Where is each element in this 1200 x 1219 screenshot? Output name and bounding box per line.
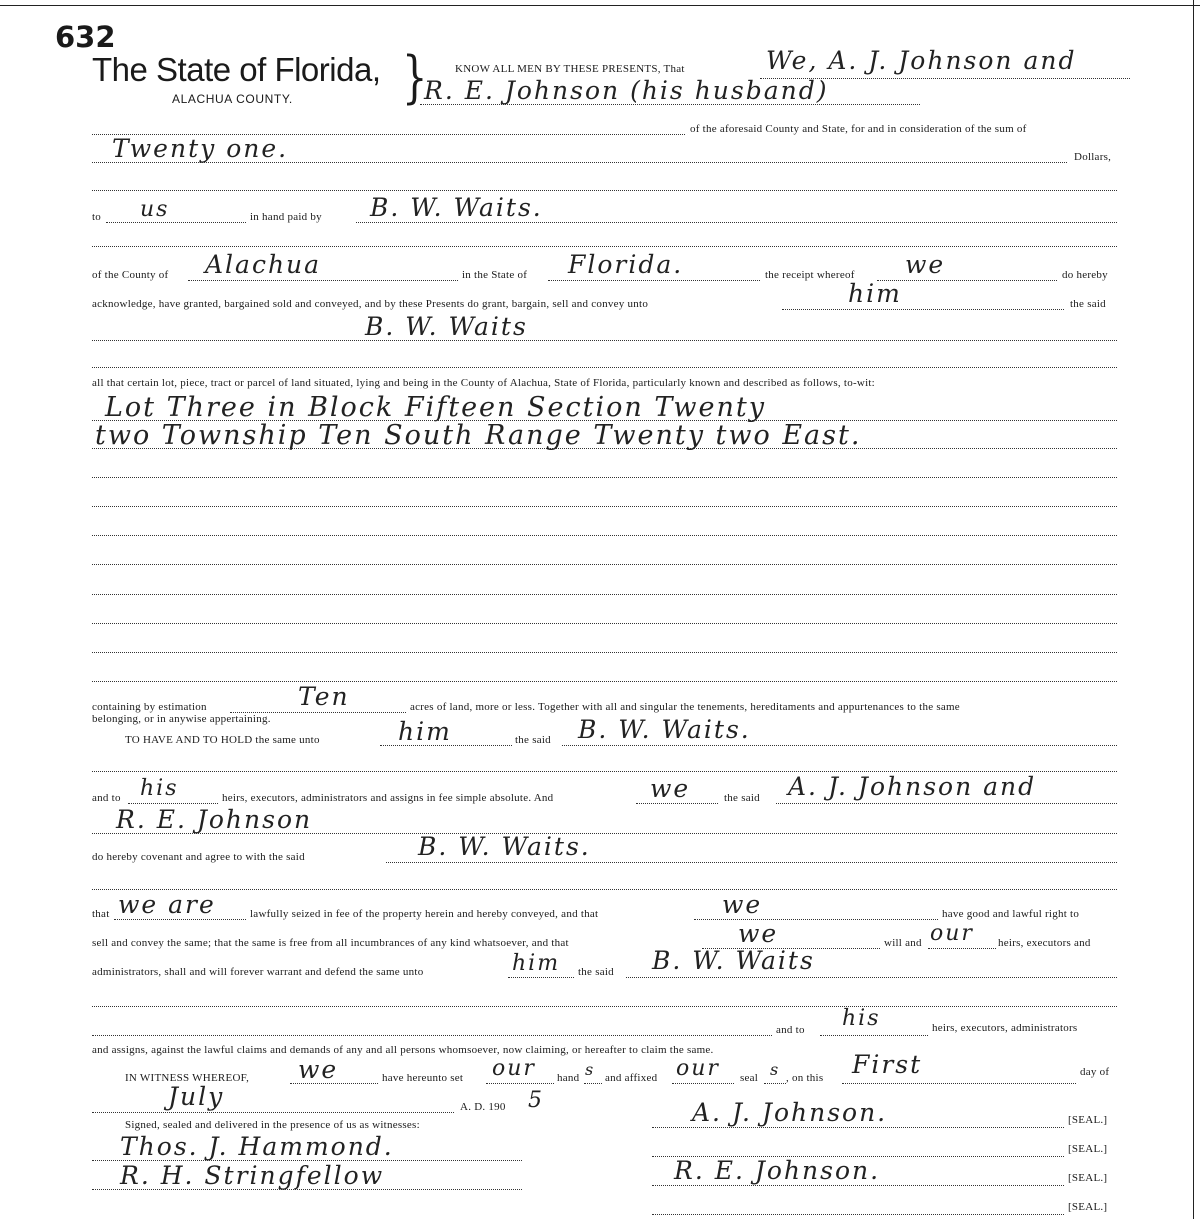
affixed-our: our — [676, 1056, 720, 1081]
and-that-line — [694, 919, 938, 920]
month-handwritten: July — [168, 1082, 225, 1111]
blank-line — [92, 652, 1117, 653]
seal-label-1: [SEAL.] — [1068, 1114, 1108, 1126]
and-affixed-text: and affixed — [605, 1072, 658, 1084]
hand-s: s — [585, 1060, 596, 1079]
county-line — [188, 280, 458, 281]
do-hereby-text: do hereby — [1062, 269, 1108, 281]
said-grantors-2: R. E. Johnson — [116, 805, 313, 834]
receipt-whereof: we — [905, 250, 946, 279]
county-handwritten: Alachua — [205, 250, 322, 279]
grantors-line-2: R. E. Johnson (his husband) — [424, 76, 829, 105]
that-we-are: we are — [118, 890, 216, 919]
and-who-line — [636, 803, 718, 804]
affixed-our-line — [672, 1083, 734, 1084]
year-digit: 5 — [528, 1088, 544, 1113]
in-state-text: in the State of — [462, 269, 528, 281]
witness-text: IN WITNESS WHEREOF, — [125, 1072, 250, 1084]
seal-s: s — [770, 1060, 781, 1079]
said-grantors-line — [776, 803, 1117, 804]
page-number: 632 — [55, 20, 116, 54]
in-hand-text: in hand paid by — [250, 211, 322, 223]
acres-text: acres of land, more or less. Together with all and singular the tenements, hereditaments and appurtenances to the same — [410, 701, 960, 713]
state-title: The State of Florida, — [92, 51, 381, 88]
seal-label-4: [SEAL.] — [1068, 1201, 1108, 1213]
day-of-text: day of — [1080, 1066, 1110, 1078]
month-line — [92, 1112, 454, 1113]
seal-label-2: [SEAL.] — [1068, 1143, 1108, 1155]
the-said-text: the said — [1070, 298, 1106, 310]
blank-line — [92, 190, 1117, 191]
and-to-text-2: and to — [776, 1024, 805, 1036]
signer-1-line — [652, 1127, 1064, 1128]
to-whom: us — [140, 197, 170, 222]
belonging-text: belonging, or in anywise appertaining. — [92, 713, 271, 725]
set-our: our — [492, 1056, 536, 1081]
signer-4-line — [652, 1214, 1064, 1215]
the-said-text-4: the said — [578, 966, 614, 978]
blank-line — [92, 681, 1117, 682]
have-good-text: have good and lawful right to — [942, 908, 1080, 920]
acres-handwritten: Ten — [298, 682, 350, 711]
blank-line — [92, 535, 1117, 536]
seal-text: seal — [740, 1072, 759, 1084]
seal-s-line — [764, 1083, 786, 1084]
description-line-1-text: Lot Three in Block Fifteen Section Twenty — [105, 392, 766, 423]
grantee-line — [92, 340, 1117, 341]
and-that: we — [722, 890, 763, 919]
that-line — [114, 919, 246, 920]
heirs-exec-admin-text: heirs, executors, administrators — [932, 1022, 1078, 1034]
and-to-his: his — [140, 776, 179, 801]
defend-grantee-line — [626, 977, 1117, 978]
witness-2: R. H. Stringfellow — [120, 1161, 385, 1190]
the-said-text-3: the said — [724, 792, 760, 804]
and-to-text: and to — [92, 792, 121, 804]
the-said-text-2: the said — [515, 734, 551, 746]
blank-line — [92, 477, 1117, 478]
and-assigns-text: and assigns, against the lawful claims and demands of any and all persons whomsoever, now claiming, or hereafter to claim the same. — [92, 1044, 714, 1056]
witness-who: we — [298, 1055, 339, 1084]
sum-amount: Twenty one. — [112, 134, 289, 163]
hand-s-line — [584, 1083, 602, 1084]
blank-line — [92, 246, 1117, 247]
will-and-who: we — [738, 919, 779, 948]
set-our-line — [486, 1083, 554, 1084]
of-county-text: of the County of — [92, 269, 169, 281]
receipt-text: the receipt whereof — [765, 269, 855, 281]
on-this-text: , on this — [786, 1072, 824, 1084]
grantee: B. W. Waits — [365, 312, 528, 341]
signed-text: Signed, sealed and delivered in the presence of us as witnesses: — [125, 1119, 420, 1131]
blank-line — [92, 889, 1117, 890]
blank-line — [92, 623, 1117, 624]
seal-label-3: [SEAL.] — [1068, 1172, 1108, 1184]
ad-text: A. D. 190 — [460, 1101, 506, 1113]
paid-by: B. W. Waits. — [370, 193, 543, 222]
blank-line — [92, 594, 1117, 595]
and-to-line — [128, 803, 218, 804]
receipt-line — [877, 280, 1057, 281]
covenant-text: do hereby covenant and agree to with the said — [92, 851, 305, 863]
covenant-with: B. W. Waits. — [418, 832, 591, 861]
our-line — [928, 948, 996, 949]
hold-unto: him — [398, 717, 452, 746]
all-that-text: all that certain lot, piece, tract or parcel of land situated, lying and being in the County of Alachua, State of Florida, particularly known and described as follows, to-wit: — [92, 377, 875, 389]
state-handwritten: Florida. — [568, 250, 684, 279]
covenant-line — [386, 862, 1117, 863]
will-and-our: our — [930, 921, 974, 946]
said-grantors-1: A. J. Johnson and — [788, 772, 1037, 801]
county-name: ALACHUA COUNTY. — [172, 92, 293, 106]
state-line — [548, 280, 760, 281]
aforesaid-text: of the aforesaid County and State, for and in consideration of the sum of — [690, 123, 1027, 135]
blank-line — [92, 564, 1117, 565]
signer-3-line — [652, 1185, 1064, 1186]
containing-text: containing by estimation — [92, 701, 207, 713]
signer-2: R. E. Johnson. — [674, 1156, 881, 1185]
lawfully-text: lawfully seized in fee of the property herein and hereby conveyed, and that — [250, 908, 599, 920]
defend-grantee: B. W. Waits — [652, 946, 815, 975]
and-to-his: his — [842, 1006, 881, 1031]
to-text: to — [92, 211, 102, 223]
that-text: that — [92, 908, 110, 920]
hand-text: hand — [557, 1072, 580, 1084]
day-line — [842, 1083, 1076, 1084]
sell-convey-text: sell and convey the same; that the same is free from all incumbrances of any kind whatsoever, and that — [92, 937, 569, 949]
blank-line — [92, 506, 1117, 507]
know-all-men: KNOW ALL MEN BY THESE PRESENTS, That — [455, 63, 685, 75]
unto-line — [782, 309, 1064, 310]
acknowledge-text: acknowledge, have granted, bargained sold and conveyed, and by these Presents do grant, bargain, sell and convey unto — [92, 298, 649, 310]
will-and-text: will and — [884, 937, 922, 949]
defend-unto-line — [508, 977, 574, 978]
to-have-text: TO HAVE AND TO HOLD the same unto — [125, 734, 320, 746]
signer-1: A. J. Johnson. — [692, 1098, 888, 1127]
page-edge-top — [0, 5, 1200, 6]
witness-1: Thos. J. Hammond. — [120, 1132, 394, 1161]
and-who: we — [650, 774, 691, 803]
blank-line — [92, 1006, 1117, 1007]
have-hereunto-text: have hereunto set — [382, 1072, 464, 1084]
blank-line — [92, 367, 1117, 368]
administrators-text: administrators, shall and will forever warrant and defend the same unto — [92, 966, 424, 978]
unto-handwritten: him — [848, 279, 902, 308]
grantors-line-1: We, A. J. Johnson and — [766, 46, 1077, 75]
heirs-fee-text: heirs, executors, administrators and assigns in fee simple absolute. And — [222, 792, 554, 804]
day-handwritten: First — [852, 1050, 923, 1079]
and-to-his-line — [820, 1035, 928, 1036]
heirs-exec-text: heirs, executors and — [998, 937, 1091, 949]
defend-unto: him — [512, 951, 561, 976]
page-edge-right — [1193, 0, 1194, 1219]
dollars-text: Dollars, — [1074, 151, 1112, 163]
hold-grantee-line — [562, 745, 1117, 746]
header-brace: } — [402, 46, 428, 111]
blank-line — [92, 1035, 772, 1036]
description-line-2-text: two Township Ten South Range Twenty two East. — [95, 420, 862, 451]
paid-by-line — [356, 222, 1117, 223]
to-line — [106, 222, 246, 223]
hold-grantee: B. W. Waits. — [578, 715, 751, 744]
